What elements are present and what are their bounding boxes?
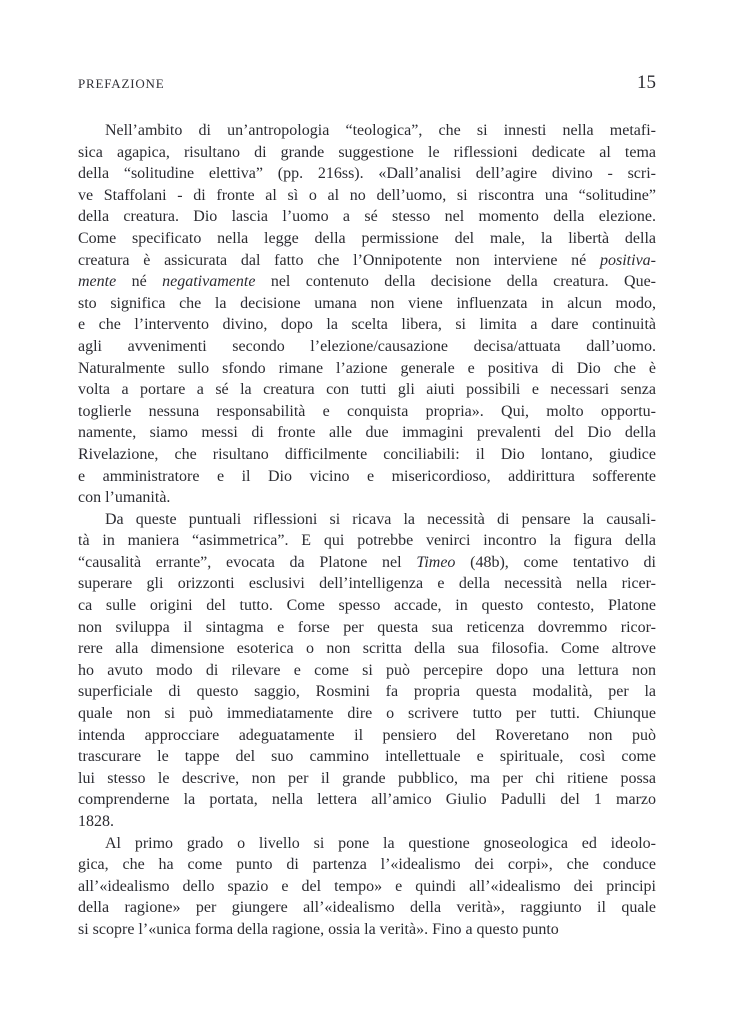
text-line: superare gli orizzonti esclusivi dell’intelligenza e della necessità nella ricer- xyxy=(78,575,656,593)
body-text xyxy=(78,120,656,941)
text-line: all’«idealismo dello spazio e del tempo» e quindi all’«idealismo dei principi xyxy=(78,877,656,895)
text-line: Come specificato nella legge della permissione del male, la libertà della xyxy=(78,229,656,247)
text-line: sto significa che la decisione umana non viene influenzata in alcun modo, xyxy=(78,294,656,312)
text-line: Naturalmente sullo sfondo rimane l’azione generale e positiva di Dio che è xyxy=(78,359,656,377)
text-line: della ragione» per giungere all’«idealismo della verità», raggiunto il quale xyxy=(78,899,656,917)
text-line: Da queste puntuali riflessioni si ricava la necessità di pensare la causali- xyxy=(105,510,656,528)
text-line: Rivelazione, che risultano difficilmente conciliabili: il Dio lontano, giudice xyxy=(78,445,656,463)
text-line: trascurare le tappe del suo cammino intellettuale e spirituale, così come xyxy=(78,748,656,766)
text-line: comprenderne la portata, nella lettera all’amico Giulio Padulli del 1 marzo xyxy=(78,791,656,809)
text-line: ho avuto modo di rilevare e come si può percepire dopo una lettura non xyxy=(78,661,656,679)
paragraph xyxy=(78,120,656,509)
text-line: e amministratore e il Dio vicino e misericordioso, addirittura sofferente xyxy=(78,467,656,485)
text-line: “causalità errante”, evocata da Platone nel Timeo (48b), come tentativo di xyxy=(78,553,656,571)
text-line: gica, che ha come punto di partenza l’«idealismo dei corpi», che conduce xyxy=(78,856,656,874)
text-line: toglierle nessuna responsabilità e conquista propria». Qui, molto opportu- xyxy=(78,402,656,420)
text-line: sica agapica, risultano di grande suggestione le riflessioni dedicate al tema xyxy=(78,143,656,161)
page-header xyxy=(78,72,656,94)
text-line: 1828. xyxy=(78,813,114,830)
text-line: agli avvenimenti secondo l’elezione/causazione decisa/attuata dall’uomo. xyxy=(78,337,656,355)
text-line: ve Staffolani - di fronte al sì o al no dell’uomo, si riscontra una “solitudine” xyxy=(78,186,656,204)
text-line: con l’umanità. xyxy=(78,489,171,507)
text-line: Al primo grado o livello si pone la questione gnoseologica ed ideolo- xyxy=(105,834,656,852)
text-line: ca sulle origini del tutto. Come spesso accade, in questo contesto, Platone xyxy=(78,597,656,615)
text-line: non sviluppa il sintagma e forse per questa sua reticenza dovremmo ricor- xyxy=(78,618,656,636)
text-line: creatura è assicurata dal fatto che l’Onnipotente non interviene né positiva- xyxy=(78,251,656,269)
text-line: mente né negativamente nel contenuto della decisione della creatura. Que- xyxy=(78,273,656,291)
text-line: Nell’ambito di un’antropologia “teologica”, che si innesti nella metafi- xyxy=(105,122,656,139)
text-line: si scopre l’«unica forma della ragione, ossia la verità». Fino a questo punto xyxy=(78,920,559,938)
text-line: quale non si può immediatamente dire o scrivere tutto per tutti. Chiunque xyxy=(78,705,656,723)
text-line: della creatura. Dio lascia l’uomo a sé stesso nel momento della elezione. xyxy=(78,208,656,226)
text-line: della “solitudine elettiva” (pp. 216ss). «Dall’analisi dell’agire divino - scri- xyxy=(78,165,656,183)
text-line: intenda approcciare adeguatamente il pensiero del Roveretano non può xyxy=(78,726,656,744)
text-line: lui stesso le descrive, non per il grande pubblico, ma per chi ritiene possa xyxy=(78,769,656,787)
running-head-title: PREFAZIONE xyxy=(78,76,165,91)
paragraph xyxy=(78,509,656,833)
text-line: tà in maniera “asimmetrica”. E qui potrebbe venirci incontro la figura della xyxy=(78,532,656,550)
text-line: e che l’intervento divino, dopo la scelta libera, si limita a dare continuità xyxy=(78,316,656,334)
text-line: namente, siamo messi di fronte alle due immagini prevalenti del Dio della xyxy=(78,424,656,442)
text-line: superficiale di questo saggio, Rosmini fa propria questa modalità, per la xyxy=(78,683,656,701)
text-line: volta a portare a sé la creatura con tutti gli aiuti possibili e necessari senza xyxy=(78,381,656,399)
text-line: rere alla dimensione esoterica o non scritta della sua filosofia. Come altrove xyxy=(78,640,656,658)
paragraph xyxy=(78,833,656,941)
page-number: 15 xyxy=(637,72,656,93)
